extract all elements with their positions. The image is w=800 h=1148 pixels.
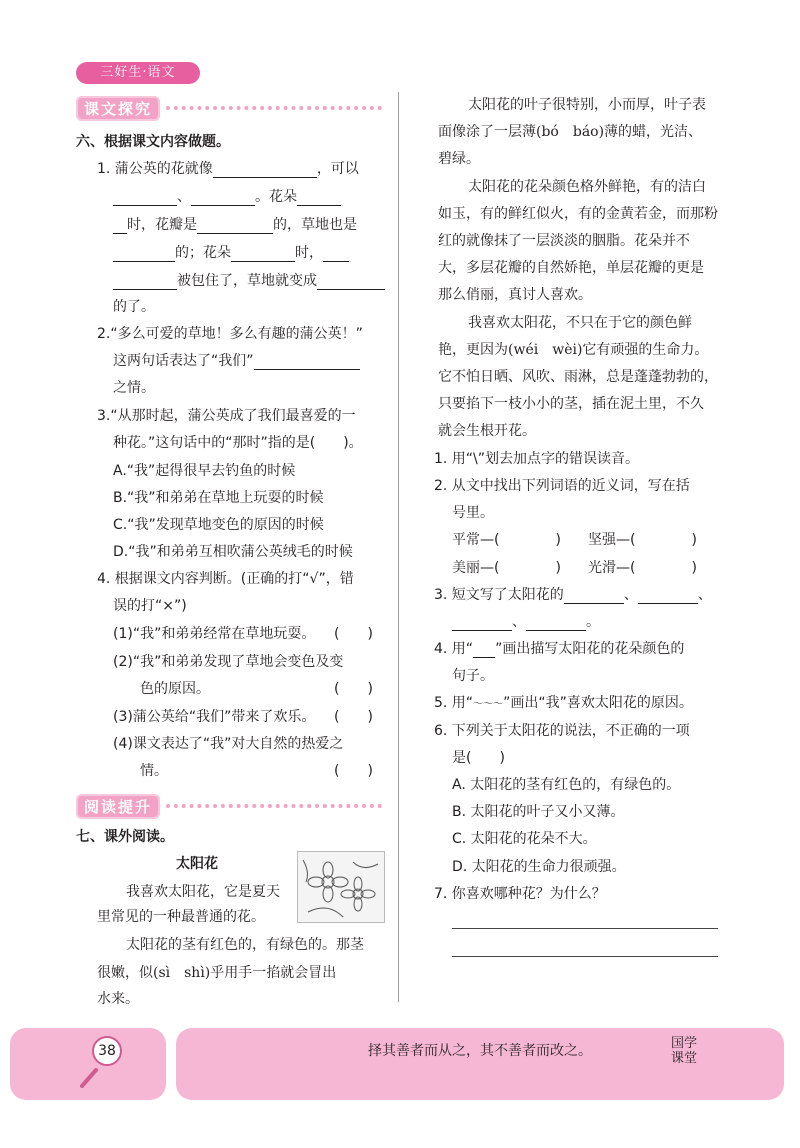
passage-p2-line2: 很嫩，似(sì shì)乎用手一掐就会冒出 bbox=[97, 965, 337, 981]
q4-line1: 4. 根据课文内容判断。(正确的打“√”，错 bbox=[97, 571, 354, 587]
answer-line-2[interactable] bbox=[452, 956, 718, 957]
footer-quote: 择其善者而从之，其不善者而改之。 bbox=[368, 1043, 592, 1059]
q3-option-c: C.“我”发现草地变色的原因的时候 bbox=[113, 517, 324, 533]
passage-p5-line2: 艳，更因为(wéi wèi)它有顽强的生命力。 bbox=[438, 342, 709, 358]
rq2-synonym-3[interactable]: 美丽—( ) bbox=[452, 560, 561, 576]
q7-title: 七、课外阅读。 bbox=[76, 829, 174, 845]
rq6-option-d: D. 太阳花的生命力很顽强。 bbox=[452, 859, 626, 875]
passage-p5-line3: 它不怕日晒、风吹、雨淋，总是蓬蓬勃勃的， bbox=[438, 369, 718, 385]
rq4-line1: 4. 用“ ”画出描写太阳花的花朵颜色的 bbox=[434, 641, 685, 657]
flower-icon bbox=[298, 852, 384, 922]
q3-option-b: B.“我”和弟弟在草地上玩耍的时候 bbox=[113, 490, 324, 506]
q6-title: 六、根据课文内容做题。 bbox=[76, 134, 230, 150]
footer-left-panel bbox=[10, 1028, 166, 1100]
banner-dots bbox=[166, 106, 382, 110]
passage-p4-line1: 太阳花的花朵颜色格外鲜艳，有的洁白 bbox=[468, 179, 706, 195]
rq2-line2: 号里。 bbox=[452, 505, 494, 521]
footer-brand: 国学 课堂 bbox=[670, 1036, 697, 1066]
section-banner-yuedu bbox=[76, 793, 382, 819]
rq2-synonym-4[interactable]: 光滑—( ) bbox=[588, 560, 697, 576]
passage-p1-line1: 我喜欢太阳花，它是夏天 bbox=[126, 884, 280, 900]
q4-statement-4a: (4)课文表达了“我”对大自然的热爱之 bbox=[113, 736, 344, 752]
passage-p5-line1: 我喜欢太阳花，不只在于它的颜色鲜 bbox=[468, 315, 692, 331]
q1-line5: 被包住了，草地就变成 bbox=[113, 272, 385, 290]
q3-line1: 3.“从那时起，蒲公英成了我们最喜爱的一 bbox=[97, 408, 356, 424]
passage-p4-line2: 如玉，有的鲜红似火，有的金黄若金，而那粉 bbox=[438, 206, 718, 222]
rq2-line1: 2. 从文中找出下列词语的近义词，写在括 bbox=[434, 478, 690, 494]
q1-line2: 、 。花朵 bbox=[113, 188, 341, 206]
q4-answer-4[interactable]: ( ) bbox=[334, 763, 373, 779]
banner-dots bbox=[166, 804, 382, 808]
q4-statement-4b: 情。 bbox=[140, 763, 168, 779]
q1-line3: 时，花瓣是 的，草地也是 bbox=[113, 216, 357, 234]
rq7: 7. 你喜欢哪种花？为什么？ bbox=[434, 886, 606, 902]
column-divider bbox=[398, 92, 399, 1002]
rq6-option-a: A. 太阳花的茎有红色的，有绿色的。 bbox=[452, 777, 681, 793]
q4-statement-3: (3)蒲公英给“我们”带来了欢乐。 bbox=[113, 709, 316, 725]
q3-option-d: D.“我”和弟弟互相吹蒲公英绒毛的时候 bbox=[113, 544, 353, 560]
page-number: 38 bbox=[92, 1036, 122, 1066]
q4-answer-2[interactable]: ( ) bbox=[334, 681, 373, 697]
q4-answer-1[interactable]: ( ) bbox=[334, 626, 373, 642]
book-series-tag: 三好生·语文 bbox=[76, 62, 200, 84]
rq3-line2: 、 。 bbox=[452, 613, 600, 631]
passage-p4-line5: 那么俏丽，真讨人喜欢。 bbox=[438, 287, 592, 303]
q2-line1: 2.“多么可爱的草地！多么有趣的蒲公英！” bbox=[97, 326, 363, 342]
rq3-line1: 3. 短文写了太阳花的 、 、 bbox=[434, 587, 712, 603]
wavy-underline-icon: ～～～ bbox=[473, 699, 504, 710]
rq6-line2: 是( ) bbox=[452, 750, 505, 766]
rq2-synonym-2[interactable]: 坚强—( ) bbox=[588, 532, 697, 548]
rq1: 1. 用“\”划去加点字的错误读音。 bbox=[434, 451, 640, 467]
q4-answer-3[interactable]: ( ) bbox=[334, 709, 373, 725]
passage-p3-line1: 太阳花的叶子很特别，小而厚，叶子表 bbox=[468, 97, 706, 113]
q3-line2: 种花。”这句话中的“那时”指的是( )。 bbox=[113, 435, 363, 451]
passage-p5-line4: 只要掐下一枝小小的茎，插在泥土里，不久 bbox=[438, 396, 704, 412]
rq6-option-b: B. 太阳花的叶子又小又薄。 bbox=[452, 804, 625, 820]
passage-p4-line4: 大，多层花瓣的自然娇艳，单层花瓣的更是 bbox=[438, 260, 704, 276]
banner-label: 阅读提升 bbox=[76, 794, 160, 819]
q1-line4: 的；花朵 时， bbox=[113, 244, 349, 262]
rq2-synonym-1[interactable]: 平常—( ) bbox=[452, 532, 561, 548]
passage-p3-line2: 面像涂了一层薄(bó báo)薄的蜡，光洁、 bbox=[438, 124, 703, 140]
q4-line2: 误的打“×”) bbox=[113, 598, 187, 614]
q3-option-a: A.“我”起得很早去钓鱼的时候 bbox=[113, 463, 296, 479]
q4-statement-2b: 色的原因。 bbox=[140, 681, 210, 697]
q4-statement-1: (1)“我”和弟弟经常在草地玩耍。 bbox=[113, 626, 316, 642]
q1-line1: 1. 蒲公英的花就像 ，可以 bbox=[97, 161, 359, 177]
banner-label: 课文探究 bbox=[76, 96, 160, 121]
q4-statement-2a: (2)“我”和弟弟发现了草地会变色及变 bbox=[113, 654, 344, 670]
flower-illustration bbox=[297, 851, 385, 923]
footer-main-panel bbox=[176, 1028, 784, 1100]
passage-p2-line1: 太阳花的茎有红色的，有绿色的。那茎 bbox=[126, 937, 364, 953]
passage-p1-line2: 里常见的一种最普通的花。 bbox=[97, 909, 265, 925]
answer-line-1[interactable] bbox=[452, 928, 718, 929]
passage-p5-line5: 就会生根开花。 bbox=[438, 423, 536, 439]
rq6-option-c: C. 太阳花的花朵不大。 bbox=[452, 831, 597, 847]
rq4-line2: 句子。 bbox=[452, 668, 494, 684]
passage-title: 太阳花 bbox=[176, 856, 218, 872]
section-banner-kewen bbox=[76, 95, 382, 121]
rq6-line1: 6. 下列关于太阳花的说法，不正确的一项 bbox=[434, 723, 690, 739]
q2-line2: 这两句话表达了“我们” bbox=[113, 352, 360, 370]
rq5: 5. 用“～～～”画出“我”喜欢太阳花的原因。 bbox=[434, 695, 693, 711]
q2-line3: 之情。 bbox=[113, 380, 155, 396]
q1-line6: 的了。 bbox=[113, 299, 155, 315]
passage-p4-line3: 红的就像抹了一层淡淡的胭脂。花朵并不 bbox=[438, 233, 690, 249]
passage-p2-line3: 水来。 bbox=[97, 991, 139, 1007]
passage-p3-line3: 碧绿。 bbox=[438, 151, 480, 167]
